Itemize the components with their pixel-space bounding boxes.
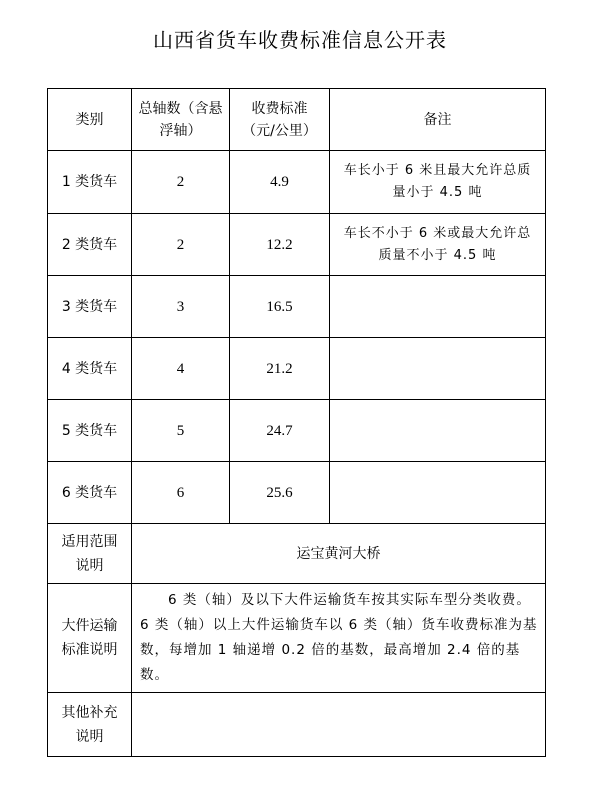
oversize-text: 6 类（轴）及以下大件运输货车按其实际车型分类收费。6 类（轴）以上大件运输货车以 6 类（轴）货车收费标准为基数，每增加 1 轴递增 0.2 倍的基数，最高增加 2.4 倍的基数。 — [140, 592, 538, 683]
header-rate: 收费标准（元/公里） — [230, 89, 330, 151]
row-remark — [330, 276, 546, 338]
row-axles: 5 — [132, 400, 230, 462]
scope-value: 运宝黄河大桥 — [132, 524, 546, 584]
table-row — [48, 151, 546, 214]
table-row — [48, 338, 546, 400]
row-axles: 2 — [132, 151, 230, 214]
row-remark: 车长不小于 6 米或最大允许总质量不小于 4.5 吨 — [330, 214, 546, 276]
oversize-label: 大件运输标准说明 — [48, 584, 132, 693]
row-category: 3 类货车 — [48, 276, 132, 338]
header-row — [48, 89, 546, 151]
row-category: 1 类货车 — [48, 151, 132, 214]
table-row — [48, 462, 546, 524]
row-remark — [330, 462, 546, 524]
row-category: 6 类货车 — [48, 462, 132, 524]
row-remark — [330, 338, 546, 400]
row-axles: 3 — [132, 276, 230, 338]
page-title: 山西省货车收费标准信息公开表 — [153, 28, 447, 52]
toll-table — [47, 88, 546, 757]
other-label: 其他补充说明 — [48, 693, 132, 757]
scope-row — [48, 524, 546, 584]
row-remark: 车长小于 6 米且最大允许总质量小于 4.5 吨 — [330, 151, 546, 214]
row-axles: 2 — [132, 214, 230, 276]
other-row — [48, 693, 546, 757]
oversize-row — [48, 584, 546, 693]
oversize-value — [132, 584, 546, 693]
row-rate: 21.2 — [230, 338, 330, 400]
header-category: 类别 — [48, 89, 132, 151]
row-rate: 12.2 — [230, 214, 330, 276]
row-axles: 4 — [132, 338, 230, 400]
table-row — [48, 276, 546, 338]
header-axles: 总轴数（含悬浮轴） — [132, 89, 230, 151]
header-remark: 备注 — [330, 89, 546, 151]
row-category: 4 类货车 — [48, 338, 132, 400]
other-value — [132, 693, 546, 757]
row-rate: 25.6 — [230, 462, 330, 524]
row-remark — [330, 400, 546, 462]
table-row — [48, 214, 546, 276]
row-category: 5 类货车 — [48, 400, 132, 462]
row-rate: 4.9 — [230, 151, 330, 214]
table-row — [48, 400, 546, 462]
row-rate: 16.5 — [230, 276, 330, 338]
scope-label: 适用范围说明 — [48, 524, 132, 584]
row-axles: 6 — [132, 462, 230, 524]
row-rate: 24.7 — [230, 400, 330, 462]
row-category: 2 类货车 — [48, 214, 132, 276]
